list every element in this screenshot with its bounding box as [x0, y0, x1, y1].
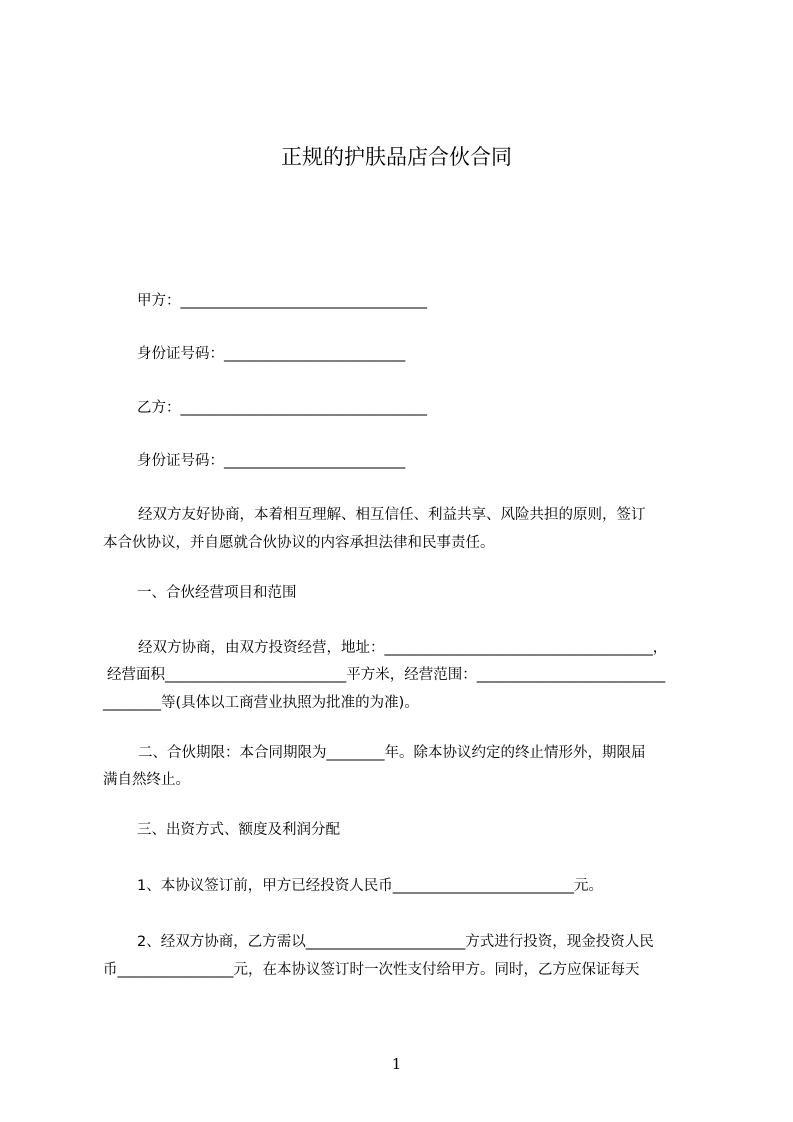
party-a-id-line: 身份证号码：_________________________ — [137, 346, 406, 362]
section-2-line-2: 满自然终止。 — [103, 772, 190, 788]
party-b-id-line: 身份证号码：_________________________ — [137, 453, 406, 469]
preamble-line-1: 经双方友好协商，本着相互理解、相互信任、利益共享、风险共担的原则，签订 — [138, 507, 646, 523]
section-3-heading: 三、出资方式、额度及利润分配 — [137, 822, 340, 838]
preamble-line-2: 本合伙协议，并自愿就合伙协议的内容承担法律和民事责任。 — [103, 535, 495, 551]
section-2-line-1: 二、合伙期限：本合同期限为________年。除本协议约定的终止情形外，期限届 — [138, 745, 646, 761]
document-title: 正规的护肤品店合伙合同 — [281, 145, 512, 169]
clause-3-2-line-2: 币________________元，在本协议签订时一次性支付给甲方。同时，乙方应保证每天 — [103, 962, 640, 978]
page-number: 1 — [391, 1055, 402, 1073]
party-b-line: 乙方：__________________________________ — [137, 400, 427, 416]
section-1-heading: 一、合伙经营项目和范围 — [137, 585, 297, 601]
section-1-line-1: 经双方协商，由双方投资经营，地址：_____________________________________， — [138, 640, 668, 656]
section-1-line-3: ________等(具体以工商营业执照为批准的为准)。 — [103, 695, 419, 711]
party-a-line: 甲方：__________________________________ — [137, 293, 427, 309]
clause-3-1: 1、本协议签订前，甲方已经投资人民币_________________________元。 — [137, 878, 603, 894]
section-1-line-2: 经营面积_________________________平方米，经营范围：__________________________ — [107, 667, 666, 683]
clause-3-2-line-1: 2、经双方协商，乙方需以______________________方式进行投资，现金投资人民 — [137, 934, 654, 950]
